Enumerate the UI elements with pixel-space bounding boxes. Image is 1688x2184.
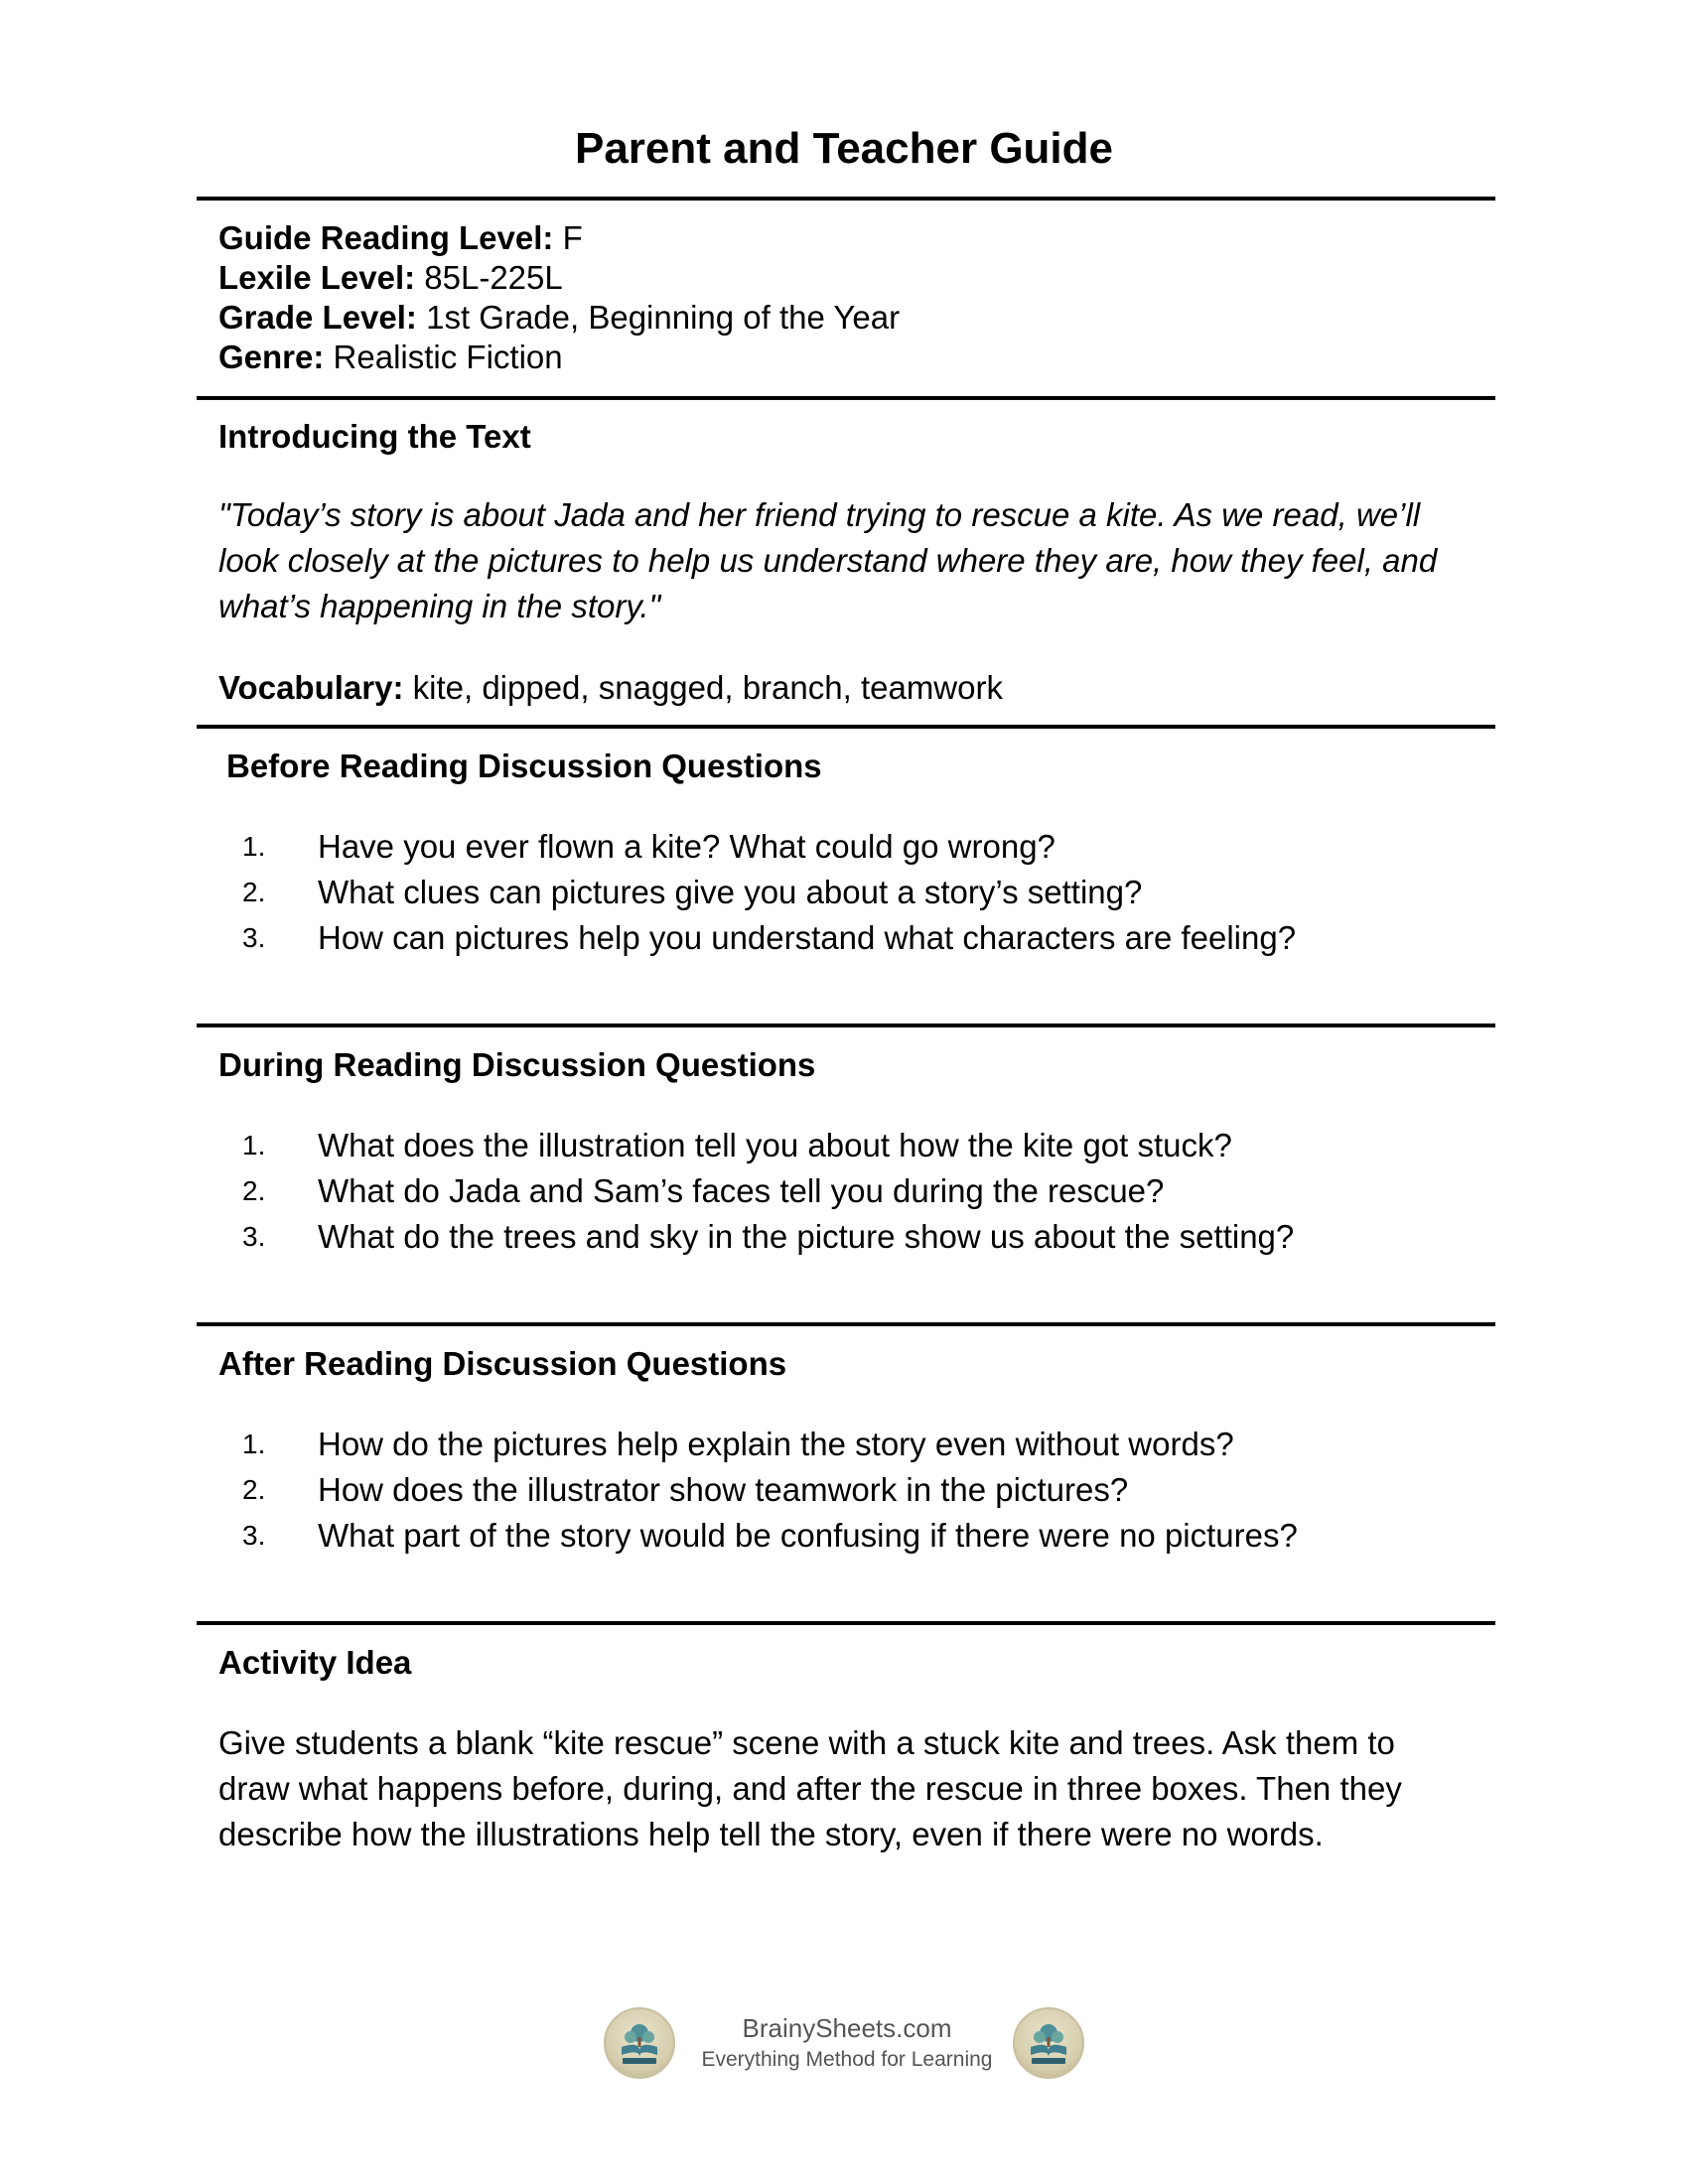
meta-lexile-level: Lexile Level: 85L-225L	[218, 259, 563, 296]
vocabulary: Vocabulary: kite, dipped, snagged, branch, teamwork	[218, 669, 1003, 706]
divider	[197, 396, 1495, 400]
guide-meta	[218, 218, 1470, 377]
book-tree-icon	[606, 2009, 673, 2077]
section-heading-after: After Reading Discussion Questions	[218, 1345, 787, 1382]
divider	[197, 1621, 1495, 1625]
brand-logo	[1013, 2007, 1084, 2079]
list-item: 1. How do the pictures help explain the story even without words?	[242, 1426, 1234, 1462]
section-heading-activity: Activity Idea	[218, 1644, 412, 1681]
brand-logo	[604, 2007, 675, 2079]
list-item: 3. How can pictures help you understand what characters are feeling?	[242, 919, 1297, 956]
after-questions-list	[218, 1422, 1479, 1559]
list-item: 2. How does the illustrator show teamwork in the pictures?	[242, 1471, 1129, 1508]
book-tree-icon	[1015, 2009, 1082, 2077]
footer-site: BrainySheets.com	[742, 2013, 952, 2043]
meta-genre: Genre: Realistic Fiction	[218, 339, 563, 375]
list-item: 1. What does the illustration tell you about how the kite got stuck?	[242, 1127, 1232, 1163]
list-item: 3. What part of the story would be confusing if there were no pictures?	[242, 1517, 1298, 1554]
intro-quote: "Today’s story is about Jada and her friend trying to rescue a kite. As we read, we’ll look closely at the pictures to help us understand where they are, how they feel, and what’s happening in the story."	[218, 496, 1438, 624]
during-questions-list	[218, 1123, 1479, 1260]
section-heading-before: Before Reading Discussion Questions	[226, 748, 822, 784]
list-item: 1. Have you ever flown a kite? What could go wrong?	[242, 828, 1055, 865]
list-item: 3. What do the trees and sky in the picture show us about the setting?	[242, 1218, 1295, 1255]
divider	[197, 1322, 1495, 1326]
divider	[197, 725, 1495, 729]
list-item: 2. What do Jada and Sam’s faces tell you during the rescue?	[242, 1172, 1165, 1209]
section-heading-during: During Reading Discussion Questions	[218, 1046, 816, 1083]
footer-tagline: Everything Method for Learning	[701, 2048, 993, 2071]
list-item: 2. What clues can pictures give you about a story’s setting?	[242, 874, 1143, 910]
before-questions-list	[218, 824, 1479, 961]
divider	[197, 1024, 1495, 1027]
meta-guide-reading-level: Guide Reading Level: F	[218, 219, 583, 256]
activity-text: Give students a blank “kite rescue” scene with a stuck kite and trees. Ask them to draw what happens before, during, and after the rescue in three boxes. Then they describe how the illustrations help tell the story, even if there were no words.	[218, 1724, 1402, 1852]
divider	[197, 197, 1495, 201]
meta-grade-level: Grade Level: 1st Grade, Beginning of the Year	[218, 299, 901, 336]
page-title: Parent and Teacher Guide	[574, 124, 1113, 173]
section-heading-introducing: Introducing the Text	[218, 418, 531, 455]
